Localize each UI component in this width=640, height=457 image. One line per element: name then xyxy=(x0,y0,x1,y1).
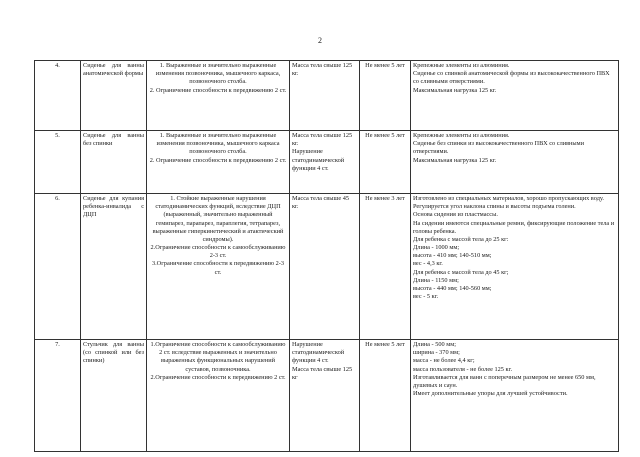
description-line: Изготовлено из специальных материалов, хорошо пропускающих воду. xyxy=(413,195,604,202)
description-line: Для ребенка с массой тела до 25 кг: xyxy=(413,235,509,243)
description-line: Сиденье со спинкой анатомической формы из высококачественного ПВХ со сливными отверстиями. xyxy=(413,70,610,86)
table-row xyxy=(35,61,619,131)
description-line: Регулируется угол наклона спины и высоты подъема голени. xyxy=(413,203,576,211)
mass-cell xyxy=(290,340,360,452)
product-name: Сиденье для купания ребенка-инвалида с ДЦП xyxy=(81,194,147,340)
indication-item: 1.Ограничение способности к самообслуживанию 2 ст. вследствие выраженных и значительно выраженных функциональных нарушений суставов, позвоночника. xyxy=(150,341,286,373)
mass-cell xyxy=(290,61,360,131)
indication-item: 1. Выраженные и значительно выраженные изменения позвоночника, мышечного каркаса позвоночного столба. xyxy=(156,132,280,156)
description-cell xyxy=(411,131,619,194)
indication-item: 2.Ограничение способности к передвижению 2 ст. xyxy=(150,373,286,381)
description-line: Крепежные элементы из алюминия. xyxy=(413,62,510,69)
indications-cell xyxy=(147,194,290,340)
description-line: масса - не более 4,4 кг; xyxy=(413,357,475,365)
description-line: высота - 440 мм; 140-560 мм; xyxy=(413,284,492,292)
description-line: Максимальная нагрузка 125 кг. xyxy=(413,156,497,164)
mass-item: Масса тела свыше 125 кг. xyxy=(292,62,353,78)
mass-item: Нарушение статодинамической функции 4 ст. xyxy=(292,341,345,365)
description-line: Сиденье без спинки из высококачественного ПВХ со сливными отверстиями. xyxy=(413,140,585,156)
mass-cell xyxy=(290,194,360,340)
indication-item: 1. Выраженные и значительно выраженные изменения позвоночника, мышечного каркаса, позвоночного столба. xyxy=(155,62,281,86)
indication-item: 1. Стойкие выраженные нарушения статодинамических функций, вследствие ДЦП (выраженный, значительно выраженный гемипарез, парапарез, параплегия, тетрапарез, выраженные гиперкинетический и атактический синдромы). xyxy=(152,195,284,243)
indications-cell xyxy=(147,131,290,194)
description-line: Для ребенка с массой тела до 45 кг; xyxy=(413,268,509,276)
table-row xyxy=(35,340,619,452)
term-cell: Не менее 5 лет xyxy=(360,131,411,194)
description-cell xyxy=(411,61,619,131)
products-table xyxy=(34,60,619,452)
term-cell: Не менее 5 лет xyxy=(360,340,411,452)
row-number: 7. xyxy=(35,340,81,452)
description-line: Максимальная нагрузка 125 кг. xyxy=(413,86,497,94)
mass-item: Нарушение статодинамической функции 4 ст. xyxy=(292,148,345,172)
description-line: Длина - 1150 мм; xyxy=(413,276,459,284)
description-line: Крепежные элементы из алюминия. xyxy=(413,132,510,139)
description-cell xyxy=(411,340,619,452)
table-row xyxy=(35,194,619,340)
indications-cell xyxy=(147,61,290,131)
description-line: Длина - 500 мм; xyxy=(413,341,456,348)
description-line: ширина - 370 мм; xyxy=(413,349,460,357)
description-line: Основа сидения из пластмассы. xyxy=(413,211,498,219)
page-number: 2 xyxy=(318,36,322,45)
mass-item: Масса тела свыше 45 кг. xyxy=(292,195,350,211)
indication-item: 2.Ограничение способности к самообслуживанию 2-3 ст. xyxy=(150,244,286,260)
mass-cell xyxy=(290,131,360,194)
mass-item: Масса тела свыше 125 кг xyxy=(292,365,353,381)
indication-item: 2. Ограничение способности к передвижению 2 ст. xyxy=(149,86,287,94)
description-line: вес - 4,3 кг. xyxy=(413,260,443,268)
indication-item: 3.Ограничение способности к передвижению 2-3 ст. xyxy=(151,260,285,276)
product-name: Сиденье для ванны без спинки xyxy=(81,131,147,194)
description-line: Длина - 1000 мм; xyxy=(413,244,460,252)
product-name: Стульчик для ванны (со спинкой или без спинки) xyxy=(81,340,147,452)
mass-item: Масса тела свыше 125 кг. xyxy=(292,132,353,148)
table-row xyxy=(35,131,619,194)
row-number: 4. xyxy=(35,61,81,131)
product-name: Сиденье для ванны анатомической формы xyxy=(81,61,147,131)
row-number: 5. xyxy=(35,131,81,194)
indications-cell xyxy=(147,340,290,452)
description-line: Имеет дополнительные упоры для лучшей устойчивости. xyxy=(413,390,568,398)
description-line: вес - 5 кг. xyxy=(413,293,439,301)
row-number: 6. xyxy=(35,194,81,340)
term-cell: Не менее 3 лет xyxy=(360,194,411,340)
description-line: масса пользователя - не более 125 кг. xyxy=(413,365,513,373)
description-line: На сидении имеются специальные ремни, фиксирующие положение тела и головы ребенка. xyxy=(413,219,615,235)
description-line: высота - 410 мм; 140-510 мм; xyxy=(413,252,492,260)
indication-item: 2. Ограничение способности к передвижению 2 ст. xyxy=(149,156,287,164)
description-line: Изготавливается для ванн с поперечным размером не менее 650 мм, душевых и саун. xyxy=(413,373,596,389)
description-cell xyxy=(411,194,619,340)
term-cell: Не менее 5 лет xyxy=(360,61,411,131)
